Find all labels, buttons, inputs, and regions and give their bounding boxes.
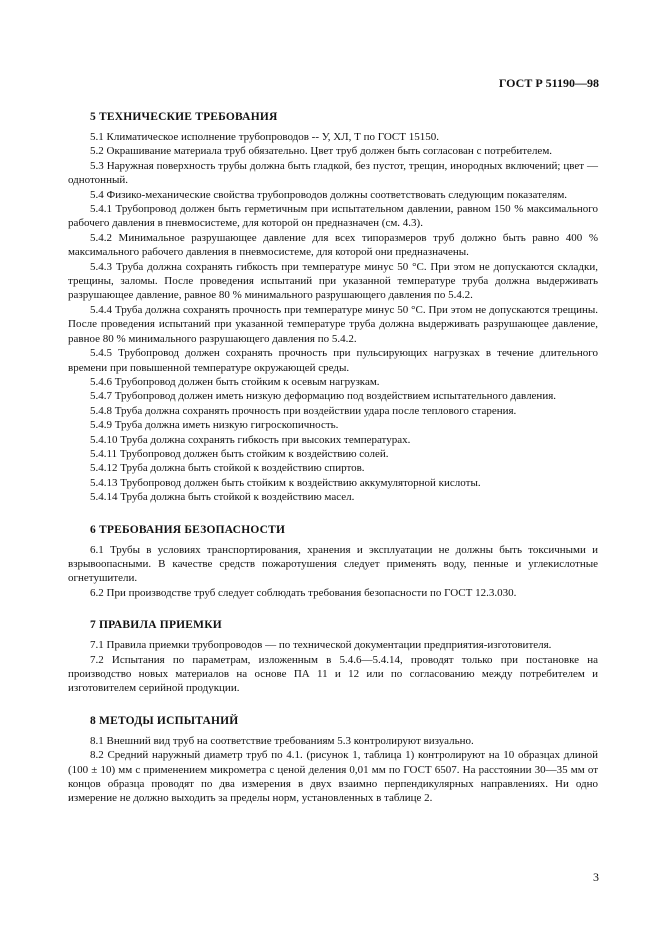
document-body bbox=[68, 111, 598, 825]
paragraph-6-1: 6.1 Трубы в условиях транспортирования, хранения и эксплуатации не должны быть токсичными и взрывоопасными. В качестве средств пожаротушения следует применять воду, пенные и углекислотные огнетушители. bbox=[68, 543, 598, 585]
section-6 bbox=[68, 524, 598, 601]
section-title: 6 ТРЕБОВАНИЯ БЕЗОПАСНОСТИ bbox=[90, 523, 286, 536]
paragraph-6-2: 6.2 При производстве труб следует соблюдать требования безопасности по ГОСТ 12.3.030. bbox=[90, 586, 517, 599]
paragraph-5-4-6: 5.4.6 Трубопровод должен быть стойким к осевым нагрузкам. bbox=[90, 375, 380, 388]
section-title: 7 ПРАВИЛА ПРИЕМКИ bbox=[90, 619, 222, 632]
section-title: 5 ТЕХНИЧЕСКИЕ ТРЕБОВАНИЯ bbox=[90, 111, 278, 123]
paragraph-5-4-7: 5.4.7 Трубопровод должен иметь низкую деформацию под воздействием испытательного давления. bbox=[90, 390, 557, 403]
paragraph-5-4: 5.4 Физико-механические свойства трубопроводов должны соответствовать следующим показателям. bbox=[90, 188, 568, 201]
paragraph-5-3: 5.3 Наружная поверхность трубы должна быть гладкой, без пустот, трещин, инородных включений; цвет — однотонный. bbox=[68, 159, 598, 187]
paragraph-8-1: 8.1 Внешний вид труб на соответствие требованиям 5.3 контролируют визуально. bbox=[90, 734, 474, 747]
paragraph-5-4-12: 5.4.12 Труба должна быть стойкой к воздействию спиртов. bbox=[90, 462, 365, 475]
paragraph-5-2: 5.2 Окрашивание материала труб обязательно. Цвет труб должен быть согласован с потребителем. bbox=[90, 145, 553, 158]
section-5 bbox=[68, 111, 598, 505]
paragraph-5-4-2: 5.4.2 Минимальное разрушающее давление для всех типоразмеров труб должно быть равно 400 % максимального рабочего давления в пневмосистеме, для которой они предназначены. bbox=[68, 231, 598, 259]
paragraph-5-4-10: 5.4.10 Труба должна сохранять гибкость при высоких температурах. bbox=[90, 433, 411, 446]
paragraph-5-4-11: 5.4.11 Трубопровод должен быть стойким к воздействию солей. bbox=[90, 447, 389, 460]
paragraph-8-2: 8.2 Средний наружный диаметр труб по 4.1. (рисунок 1, таблица 1) контролируют на 10 образцах длиной (100 ± 10) мм с применением микрометра с ценой деления 0,01 мм по ГОСТ 6507. На расстоянии 30—35 мм от концов образца проводят по два измерения в двух взаимно перпендикулярных направлениях. Ни одно измерение не должно выходить за пределы норм, установленных в таблице 2. bbox=[68, 749, 598, 805]
paragraph-7-1: 7.1 Правила приемки трубопроводов — по технической документации предприятия-изготовителя. bbox=[90, 639, 552, 652]
paragraph-5-4-3: 5.4.3 Труба должна сохранять гибкость при температуре минус 50 °С. При этом не допускаются складки, трещины, заломы. После проведения испытаний при указанной температуре труба должна выдерживать разрушающее давление, равное 80 % минимального разрушающего давления по 5.4.2. bbox=[68, 260, 598, 302]
paragraph-5-1: 5.1 Климатическое исполнение трубопроводов -- У, ХЛ, Т по ГОСТ 15150. bbox=[90, 131, 439, 143]
section-7 bbox=[68, 619, 598, 696]
paragraph-5-4-9: 5.4.9 Труба должна иметь низкую гигроскопичность. bbox=[90, 419, 339, 432]
paragraph-5-4-5: 5.4.5 Трубопровод должен сохранять прочность при пульсирующих нагрузках в течение длительного времени при повышенной температуре окружающей среды. bbox=[68, 347, 598, 374]
document-header: ГОСТ Р 51190—98 bbox=[498, 76, 599, 90]
paragraph-7-2: 7.2 Испытания по параметрам, изложенным в 5.4.6—5.4.14, проводят только при постановке на производство новых материалов на основе ПА 11 и 12 или по согласованию между потребителем и изготовителем серийной продукции. bbox=[68, 653, 598, 695]
paragraph-5-4-8: 5.4.8 Труба должна сохранять прочность при воздействии удара после теплового старения. bbox=[90, 404, 517, 417]
paragraph-5-4-13: 5.4.13 Трубопровод должен быть стойким к воздействию аккумуляторной кислоты. bbox=[90, 476, 481, 489]
paragraph-5-4-1: 5.4.1 Трубопровод должен быть герметичным при испытательном давлении, равном 150 % максимального рабочего давления в пневмосистеме, для которой он предназначен (см. 4.3). bbox=[68, 203, 598, 230]
paragraph-5-4-14: 5.4.14 Труба должна быть стойкой к воздействию масел. bbox=[90, 491, 355, 504]
section-title: 8 МЕТОДЫ ИСПЫТАНИЙ bbox=[90, 714, 239, 727]
page-number: 3 bbox=[593, 870, 599, 884]
paragraph-5-4-4: 5.4.4 Труба должна сохранять прочность при температуре минус 50 °С. При этом не допускаются трещины. После проведения испытаний при указанной температуре труба должна выдерживать разрушающее давление, равное 80 % минимального разрушающего давления по 5.4.2. bbox=[68, 303, 598, 345]
section-8 bbox=[68, 715, 598, 806]
